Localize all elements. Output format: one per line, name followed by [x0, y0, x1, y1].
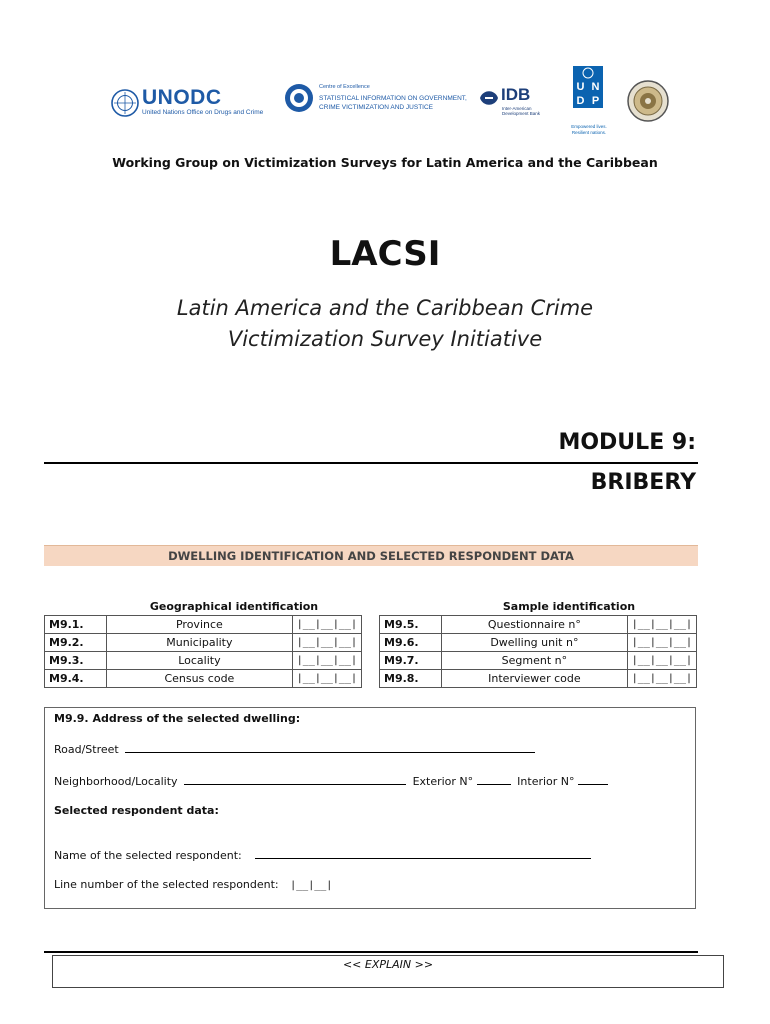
- row-label: Interviewer code: [442, 670, 628, 688]
- code-entry-box[interactable]: |__|__|__|: [292, 616, 361, 634]
- road-street-label: Road/Street: [54, 743, 119, 756]
- row-label: Municipality: [107, 634, 293, 652]
- code-entry-box[interactable]: |__|__|__|: [627, 616, 696, 634]
- row-code: M9.1.: [45, 616, 107, 634]
- idb-sub-2: Development Bank: [502, 111, 541, 116]
- sample-identification-header: Sample identification: [442, 598, 697, 616]
- subtitle-line-2: Victimization Survey Initiative: [227, 327, 543, 351]
- module-number: MODULE 9:: [558, 430, 696, 455]
- row-label: Locality: [107, 652, 293, 670]
- undp-logo: [570, 66, 610, 146]
- working-group-title: Working Group on Victimization Surveys for Latin America and the Caribbean: [112, 155, 658, 170]
- coe-emblem-icon: [283, 82, 315, 114]
- respondent-name-label: Name of the selected respondent:: [54, 849, 242, 862]
- row-label: Dwelling unit n°: [442, 634, 628, 652]
- row-code: M9.3.: [45, 652, 107, 670]
- section-band: DWELLING IDENTIFICATION AND SELECTED RESPONDENT DATA: [44, 545, 698, 566]
- sample-identification-table: [379, 598, 697, 688]
- coe-logo: [283, 80, 467, 120]
- table-row: [380, 670, 697, 688]
- code-entry-box[interactable]: |__|__|__|: [292, 652, 361, 670]
- page-title: LACSI: [329, 234, 441, 274]
- respondent-name-field[interactable]: [255, 848, 591, 859]
- road-street-row: [54, 742, 535, 756]
- neighborhood-field[interactable]: [184, 774, 406, 785]
- neighborhood-row: [54, 774, 608, 788]
- respondent-heading: Selected respondent data:: [54, 804, 219, 817]
- table-row: [380, 652, 697, 670]
- row-label: Census code: [107, 670, 293, 688]
- table-row: [45, 616, 362, 634]
- line-number-label: Line number of the selected respondent:: [54, 878, 279, 891]
- explain-divider: [44, 951, 698, 953]
- module-name: BRIBERY: [590, 470, 696, 495]
- coe-top-text: Centre of Excellence: [319, 84, 370, 90]
- road-street-field[interactable]: [125, 742, 535, 753]
- exterior-number-field[interactable]: [477, 774, 511, 785]
- row-label: Province: [107, 616, 293, 634]
- line-number-box[interactable]: |__|__|: [290, 880, 333, 891]
- idb-sub-1: Inter-American: [502, 106, 532, 111]
- module-divider: [44, 462, 698, 464]
- address-heading: M9.9. Address of the selected dwelling:: [54, 712, 301, 725]
- row-code: M9.4.: [45, 670, 107, 688]
- unodc-name: UNODC: [142, 86, 222, 109]
- table-row: [45, 652, 362, 670]
- idb-emblem-icon: [478, 88, 500, 108]
- undp-letter-u: U: [576, 80, 585, 93]
- explain-placeholder: << EXPLAIN >>: [342, 958, 434, 971]
- un-wreath-icon: [580, 67, 596, 79]
- unodc-subtitle: United Nations Office on Drugs and Crime: [142, 109, 264, 116]
- interior-number-field[interactable]: [578, 774, 608, 785]
- row-code: M9.5.: [380, 616, 442, 634]
- table-row: [380, 634, 697, 652]
- table-row: [45, 670, 362, 688]
- coe-line-2: CRIME VICTIMIZATION AND JUSTICE: [319, 104, 433, 111]
- undp-tagline-1: Empowered lives.: [571, 124, 607, 129]
- interior-number-label: Interior N°: [517, 775, 575, 788]
- code-entry-box[interactable]: |__|__|__|: [627, 670, 696, 688]
- idb-logo: [478, 86, 558, 120]
- row-label: Questionnaire n°: [442, 616, 628, 634]
- address-box: [44, 707, 696, 909]
- coe-line-1: STATISTICAL INFORMATION ON GOVERNMENT,: [319, 95, 467, 102]
- undp-letter-n: N: [591, 80, 600, 93]
- undp-tagline-2: Resilient nations.: [571, 130, 607, 135]
- idb-name: IDB: [501, 85, 531, 104]
- oas-seal-icon: [626, 79, 670, 123]
- explain-box[interactable]: [52, 955, 724, 988]
- un-emblem-icon: [110, 88, 140, 118]
- line-number-row: [54, 878, 332, 891]
- row-code: M9.6.: [380, 634, 442, 652]
- row-label: Segment n°: [442, 652, 628, 670]
- row-code: M9.7.: [380, 652, 442, 670]
- neighborhood-label: Neighborhood/Locality: [54, 775, 178, 788]
- code-entry-box[interactable]: |__|__|__|: [627, 652, 696, 670]
- code-entry-box[interactable]: |__|__|__|: [627, 634, 696, 652]
- undp-grid: [573, 66, 603, 108]
- undp-letter-d: D: [576, 94, 585, 107]
- subtitle-line-1: Latin America and the Caribbean Crime: [176, 296, 594, 320]
- row-code: M9.2.: [45, 634, 107, 652]
- code-entry-box[interactable]: |__|__|__|: [292, 634, 361, 652]
- table-row: [45, 634, 362, 652]
- respondent-name-row: [54, 848, 591, 862]
- table-row: [380, 616, 697, 634]
- undp-letter-p: P: [591, 94, 600, 107]
- unodc-logo: [110, 86, 264, 122]
- row-code: M9.8.: [380, 670, 442, 688]
- code-entry-box[interactable]: |__|__|__|: [292, 670, 361, 688]
- geographical-identification-header: Geographical identification: [107, 598, 362, 616]
- geographical-identification-table: [44, 598, 362, 688]
- exterior-number-label: Exterior N°: [412, 775, 474, 788]
